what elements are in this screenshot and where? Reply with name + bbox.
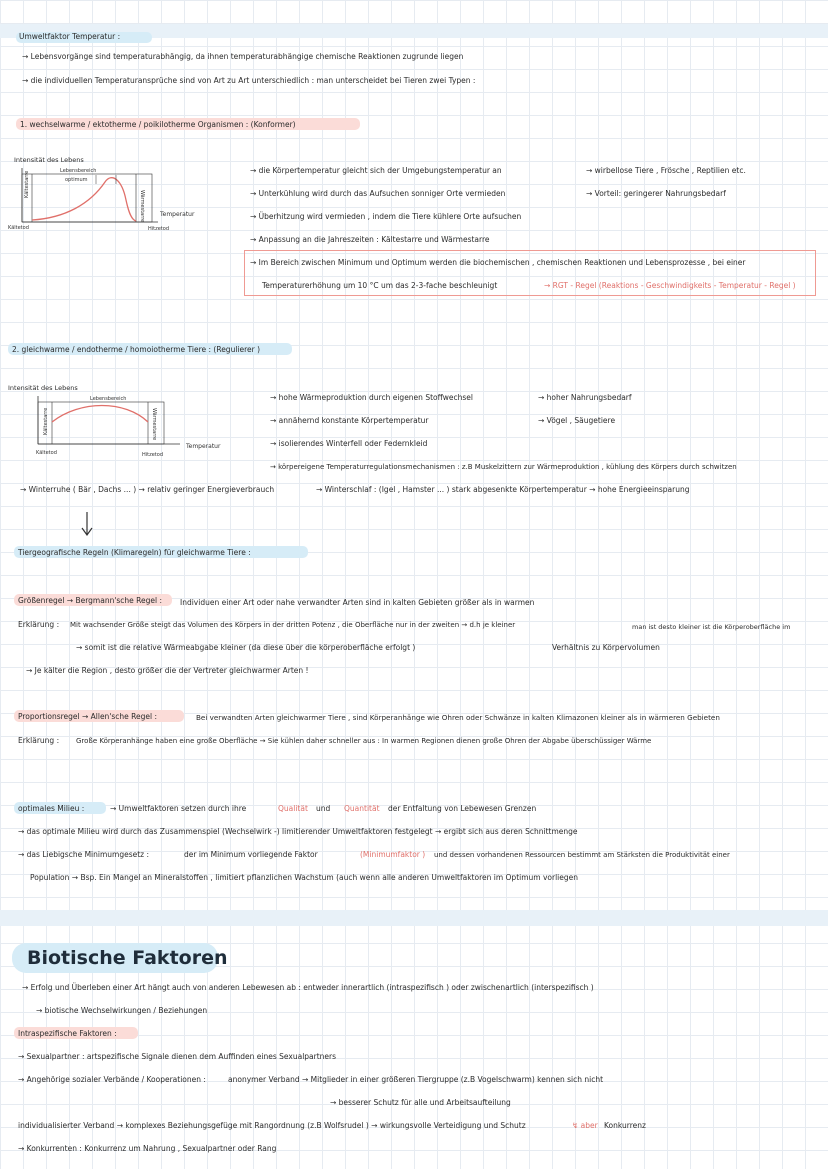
graph2-left-end: Kältetod: [36, 450, 57, 456]
milieu-line-3a: → das Liebigsche Minimumgesetz :: [18, 850, 150, 859]
erkl1-text: Mit wachsender Größe steigt das Volumen des Körpers in der dritten Potenz , die Oberfläche nur in der zweiten → d.h je kleiner: [70, 621, 516, 629]
poikilo-side-2: → Vorteil: geringerer Nahrungsbedarf: [586, 189, 726, 198]
allen-text: Bei verwandten Arten gleichwarmer Tiere , sind Körperanhänge wie Ohren oder Schwänze in kalten Klimazonen kleiner als in wärmeren Gebieten: [196, 713, 720, 722]
verband-c: → besserer Schutz für alle und Arbeitsaufteilung: [330, 1098, 511, 1107]
graph2-range: Lebensbereich: [90, 396, 127, 402]
milieu-line-3c: (Minimumfaktor ): [360, 850, 426, 859]
biotisch-line-2: → biotische Wechselwirkungen / Beziehungen: [36, 1006, 208, 1015]
erkl2-label: Erklärung :: [18, 736, 60, 745]
graph1-x-label: Temperatur: [160, 211, 195, 218]
milieu-label: optimales Milieu :: [18, 804, 85, 813]
milieu-line-3d: und dessen vorhandenen Ressourcen bestimmt am Stärksten die Produktivität einer: [434, 851, 730, 859]
graph1-right-zone: Wärmestarre: [139, 190, 145, 223]
indiv-c: Konkurrenz: [604, 1121, 646, 1130]
intro-line-2: → die individuellen Temperaturansprüche sind von Art zu Art unterschiedlich : man unterscheidet bei Tieren zwei Typen :: [22, 76, 476, 85]
bergmann-text: Individuen einer Art oder nahe verwandter Arten sind in kalten Gebieten größer als in warmen: [180, 598, 535, 607]
graph1-optimum: optimum: [65, 177, 88, 183]
intro-line-1: → Lebensvorgänge sind temperaturabhängig, da ihnen temperaturabhängige chemische Reaktionen zugrunde liegen: [22, 52, 464, 61]
indiv-a: individualisierter Verband → komplexes Beziehungsgefüge mit Rangordnung (z.B Wolfsrudel ) → wirkungsvolle Verteidigung und Schutz: [18, 1121, 526, 1130]
rgt-line-2b: → RGT - Regel (Reaktions - Geschwindigkeits - Temperatur - Regel ): [544, 281, 796, 290]
homoio-side-1: → hoher Nahrungsbedarf: [538, 393, 632, 402]
homoio-heading: 2. gleichwarme / endotherme / homoiotherme Tiere : (Regulierer ): [12, 345, 261, 354]
biotisch-title: Biotische Faktoren: [27, 947, 228, 969]
graph1: [10, 160, 220, 235]
down-arrow-icon: [80, 512, 94, 538]
rules-heading: Tiergeografische Regeln (Klimaregeln) für gleichwarme Tiere :: [18, 548, 251, 557]
divider-band: [0, 910, 828, 926]
poikilo-bullet-3: → Überhitzung wird vermieden , indem die Tiere kühlere Orte aufsuchen: [250, 212, 522, 221]
graph2-x-label: Temperatur: [186, 443, 221, 450]
graph1-right-end: Hitzetod: [148, 226, 170, 232]
milieu-line-4: Population → Bsp. Ein Mangel an Mineralstoffen , limitiert pflanzlichen Wachstum (auch wenn alle anderen Umweltfaktoren im Optimum vorliegen: [30, 873, 578, 882]
erkl1-tail: man ist desto kleiner ist die Körperoberfläche im: [632, 623, 791, 631]
milieu-line-3b: der im Minimum vorliegende Faktor: [184, 850, 318, 859]
bergmann-conclusion: → Je kälter die Region , desto größer die der Vertreter gleichwarmer Arten !: [26, 666, 309, 675]
rgt-line-1: → Im Bereich zwischen Minimum und Optimum werden die biochemischen , chemischen Reaktionen und Lebensprozesse , bei einer: [250, 258, 746, 267]
poikilo-heading: 1. wechselwarme / ektotherme / poikilotherme Organismen : (Konformer): [20, 120, 296, 129]
homoio-side-2: → Vögel , Säugetiere: [538, 416, 616, 425]
erkl1-b: → somit ist die relative Wärmeabgabe kleiner (da diese über die körperoberfläche erfolgt ): [76, 643, 416, 652]
graph2: [30, 392, 240, 462]
biotisch-line-1: → Erfolg und Überleben einer Art hängt auch von anderen Lebewesen ab : entweder innerartlich (intraspezifisch ) oder zwischenartlich (interspezifisch ): [22, 983, 594, 992]
milieu-qual-1: Qualität: [278, 804, 308, 813]
milieu-line-2: → das optimale Milieu wird durch das Zusammenspiel (Wechselwirk -) limitierender Umweltfaktoren festgelegt → ergibt sich aus deren Schnittmenge: [18, 827, 578, 836]
winterschlaf: → Winterschlaf : (Igel , Hamster ... ) stark abgesenkte Körpertemperatur → hohe Energieeinsparung: [316, 485, 690, 494]
graph1-left-end: Kältetod: [8, 225, 29, 231]
indiv-b: ↯ aber: [572, 1121, 598, 1130]
graph1-left-zone: Kältestarre: [24, 170, 30, 198]
homoio-bullet-4: → körpereigene Temperaturregulationsmechanismen : z.B Muskelzittern zur Wärmeproduktion , kühlung des Körpers durch schwitzen: [270, 463, 737, 471]
graph2-y-label: Intensität des Lebens: [8, 384, 78, 392]
poikilo-bullet-2: → Unterkühlung wird durch das Aufsuchen sonniger Orte vermieden: [250, 189, 506, 198]
graph2-left-zone: Kältestarre: [43, 407, 49, 435]
section-title: Umweltfaktor Temperatur :: [19, 32, 121, 41]
verband-a: → Angehörige sozialer Verbände / Kooperationen :: [18, 1075, 206, 1084]
homoio-bullet-3: → isolierendes Winterfell oder Federnkleid: [270, 439, 428, 448]
allen-label: Proportionsregel → Allen'sche Regel :: [18, 712, 158, 721]
poikilo-bullet-4: → Anpassung an die Jahreszeiten : Kältestarre und Wärmestarre: [250, 235, 490, 244]
intra-label: Intraspezifische Faktoren :: [18, 1029, 117, 1038]
graph1-range: Lebensbereich: [60, 168, 97, 174]
bergmann-label: Größenregel → Bergmann'sche Regel :: [18, 596, 163, 605]
verband-b: anonymer Verband → Mitglieder in einer größeren Tiergruppe (z.B Vogelschwarm) kennen sich nicht: [228, 1075, 604, 1084]
milieu-text-b: der Entfaltung von Lebewesen Grenzen: [388, 804, 537, 813]
homoio-bullet-1: → hohe Wärmeproduktion durch eigenen Stoffwechsel: [270, 393, 474, 402]
erkl1-c: Verhältnis zu Körpervolumen: [552, 643, 660, 652]
homoio-bullet-2: → annähernd konstante Körpertemperatur: [270, 416, 429, 425]
konkurrenten: → Konkurrenten : Konkurrenz um Nahrung , Sexualpartner oder Rang: [18, 1144, 277, 1153]
poikilo-bullet-1: → die Körpertemperatur gleicht sich der Umgebungstemperatur an: [250, 166, 502, 175]
winterruhe: → Winterruhe ( Bär , Dachs ... ) → relativ geringer Energieverbrauch: [20, 485, 275, 494]
graph1-y-label: Intensität des Lebens: [14, 156, 84, 164]
erkl2-text: Große Körperanhänge haben eine große Oberfläche → Sie kühlen daher schneller aus : In warmen Regionen dienen große Ohren der Abgabe überschüssiger Wärme: [76, 737, 652, 745]
graph2-right-end: Hitzetod: [142, 452, 164, 458]
graph2-right-zone: Wärmestarre: [151, 408, 157, 441]
rgt-line-2a: Temperaturerhöhung um 10 °C um das 2-3-fache beschleunigt: [262, 281, 498, 290]
erkl1-label: Erklärung :: [18, 620, 60, 629]
milieu-text-a: → Umweltfaktoren setzen durch ihre: [110, 804, 247, 813]
milieu-qual-2: Quantität: [344, 804, 380, 813]
poikilo-side-1: → wirbellose Tiere , Frösche , Reptilien etc.: [586, 166, 746, 175]
milieu-und: und: [316, 804, 331, 813]
sexual-line: → Sexualpartner : artspezifische Signale dienen dem Auffinden eines Sexualpartners: [18, 1052, 337, 1061]
